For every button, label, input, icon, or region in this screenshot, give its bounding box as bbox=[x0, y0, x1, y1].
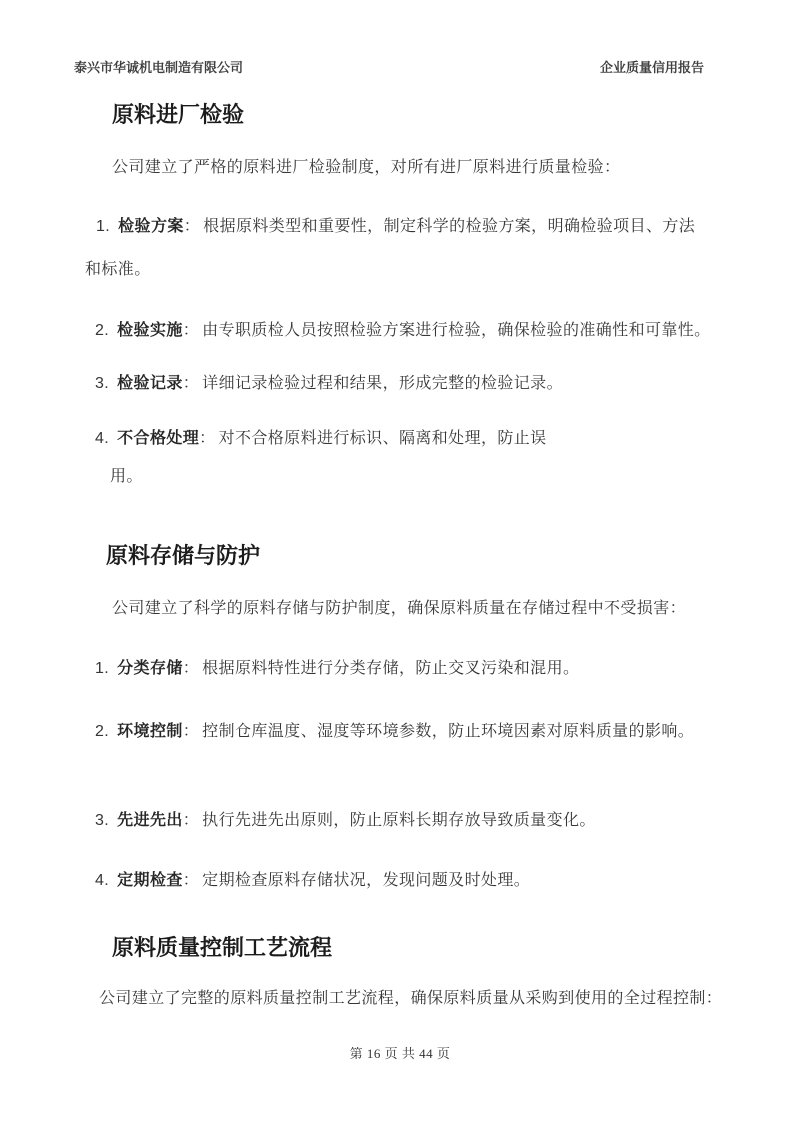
list-item-first-in-first-out bbox=[95, 813, 596, 829]
list-item-environment-control bbox=[95, 724, 694, 740]
section-intro-incoming-inspection: 公司建立了严格的原料进厂检验制度，对所有进厂原料进行质量检验： bbox=[112, 159, 621, 176]
list-item-colon: ： bbox=[182, 322, 200, 339]
list-item-inspection-records bbox=[95, 376, 563, 392]
list-item-text: 执行先进先出原则，防止原料长期存放导致质量变化。 bbox=[202, 812, 596, 829]
header-company-name: 泰兴市华诚机电制造有限公司 bbox=[74, 60, 244, 75]
list-item-colon: ： bbox=[182, 872, 200, 889]
list-item-term: 检验记录 bbox=[117, 375, 183, 392]
header-report-title: 企业质量信用报告 bbox=[599, 60, 704, 75]
list-item-inspection-plan-wrap: 和标准。 bbox=[85, 261, 151, 278]
section-heading-storage-protection: 原料存储与防护 bbox=[106, 543, 261, 568]
page-number-footer: 第 16 页 共 44 页 bbox=[349, 1046, 451, 1061]
section-heading-incoming-inspection: 原料进厂检验 bbox=[112, 102, 245, 127]
list-item-text: 定期检查原料存储状况，发现问题及时处理。 bbox=[202, 872, 531, 889]
list-item-text: 由专职质检人员按照检验方案进行检验，确保检验的准确性和可靠性。 bbox=[202, 322, 711, 339]
section-intro-quality-process-flow: 公司建立了完整的原料质量控制工艺流程，确保原料质量从采购到使用的全过程控制： bbox=[99, 990, 723, 1007]
list-item-text: 详细记录检验过程和结果，形成完整的检验记录。 bbox=[202, 375, 563, 392]
list-item-term: 不合格处理 bbox=[117, 430, 200, 447]
list-item-text: 控制仓库温度、湿度等环境参数，防止环境因素对原料质量的影响。 bbox=[202, 723, 695, 740]
list-item-text: 对不合格原料进行标识、隔离和处理，防止误 bbox=[218, 430, 547, 447]
list-item-term: 环境控制 bbox=[117, 723, 183, 740]
list-item-term: 检验方案 bbox=[118, 218, 184, 235]
list-item-classified-storage bbox=[95, 661, 579, 677]
list-item-text: 根据原料特性进行分类存储，防止交叉污染和混用。 bbox=[202, 660, 580, 677]
list-item-colon: ： bbox=[183, 218, 201, 235]
list-item-number: 4. bbox=[95, 430, 110, 447]
list-item-colon: ： bbox=[182, 723, 200, 740]
list-item-number: 3. bbox=[95, 375, 110, 392]
list-item-term: 先进先出 bbox=[117, 812, 183, 829]
list-item-periodic-check bbox=[95, 873, 530, 889]
list-item-nonconforming-handling-wrap: 用。 bbox=[110, 468, 143, 485]
list-item-inspection-plan bbox=[96, 219, 695, 235]
list-item-term: 检验实施 bbox=[117, 322, 183, 339]
section-heading-quality-process-flow: 原料质量控制工艺流程 bbox=[112, 935, 333, 960]
list-item-number: 1. bbox=[96, 218, 111, 235]
list-item-number: 2. bbox=[95, 723, 110, 740]
section-intro-storage-protection: 公司建立了科学的原料存储与防护制度，确保原料质量在存储过程中不受损害： bbox=[112, 600, 687, 617]
list-item-colon: ： bbox=[182, 375, 200, 392]
list-item-term: 分类存储 bbox=[117, 660, 183, 677]
list-item-term: 定期检查 bbox=[117, 872, 183, 889]
list-item-number: 1. bbox=[95, 660, 110, 677]
list-item-colon: ： bbox=[199, 430, 216, 447]
list-item-number: 2. bbox=[95, 322, 110, 339]
list-item-colon: ： bbox=[182, 812, 200, 829]
list-item-number: 4. bbox=[95, 872, 110, 889]
list-item-colon: ： bbox=[182, 660, 200, 677]
list-item-number: 3. bbox=[95, 812, 110, 829]
list-item-nonconforming-handling bbox=[95, 431, 547, 447]
list-item-text: 根据原料类型和重要性，制定科学的检验方案，明确检验项目、方法 bbox=[203, 218, 696, 235]
list-item-inspection-execution bbox=[95, 323, 711, 339]
